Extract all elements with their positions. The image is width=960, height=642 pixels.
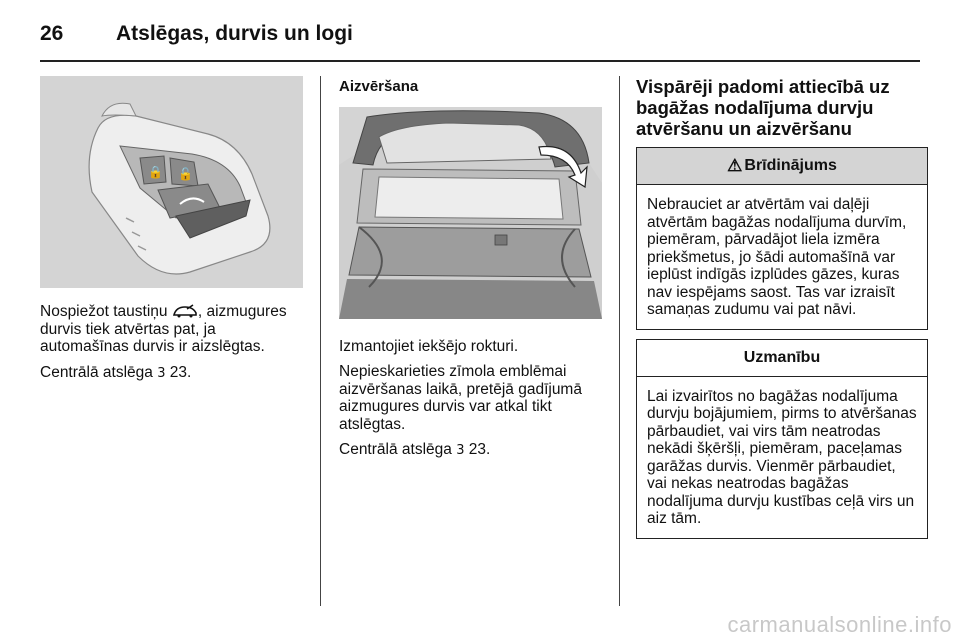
middle-ref-page[interactable]: 23. <box>468 441 491 458</box>
left-column <box>40 76 305 390</box>
warning-header <box>637 148 927 185</box>
warning-text: Nebrauciet ar atvērtām vai daļēji atvērtām bagāžas nodalījuma durvīm, piemēram, pārvadājot liela izmēra priekšmetus, jo šādi automašīnā var ieplūst indīgās izplūdes gāzes, kuras nav iespējams saost. Tas var izraisīt samaņas zudumu vai pat nāvi. <box>647 196 907 318</box>
column-divider-1 <box>320 76 321 606</box>
left-paragraph-1-post: , aizmugures durvis tiek atvērtas pat, ja automašīnas durvis ir aizslēgtas. <box>40 303 287 355</box>
column-divider-2 <box>619 76 620 606</box>
caution-box <box>636 339 928 539</box>
caution-title: Uzmanību <box>743 348 821 366</box>
closing-heading: Aizvēršana <box>339 78 419 95</box>
middle-paragraph-1: Izmantojiet iekšējo rokturi. <box>339 337 519 355</box>
page-header <box>40 14 920 54</box>
left-paragraph-1-pre: Nospiežot taustiņu <box>40 303 168 320</box>
ref-arrow-icon: 3 <box>157 365 166 381</box>
open-tailgate-illustration <box>339 107 602 319</box>
svg-text:🔓: 🔓 <box>178 167 193 181</box>
watermark: carmanualsonline.info <box>727 612 952 637</box>
caution-header <box>637 340 927 377</box>
warning-triangle-icon: ⚠ <box>727 156 743 176</box>
car-key-illustration <box>40 76 303 288</box>
left-reference <box>40 364 305 383</box>
warning-title: Brīdinājums <box>744 157 837 175</box>
warning-box <box>636 147 928 330</box>
tailgate-tips-heading: Vispārēji padomi attiecībā uz bagāžas nodalījuma durvju atvēršanu un aizvēršanu <box>636 76 890 139</box>
tailgate-icon <box>172 304 198 318</box>
right-column <box>636 76 928 539</box>
caution-text: Lai izvairītos no bagāžas nodalījuma durvju bojājumiem, pirms to atvēršanas pārbaudiet, vai virs tām neatrodas nekādi šķēršļi, piemēram, paceļamas garāžas durvis. Vienmēr pārbaudiet, vai nekas neatrodas bagāžas nodalījuma durvju kustības ceļā virs un aiz tām. <box>647 387 917 527</box>
open-tailgate-illustration-icon <box>339 107 602 319</box>
middle-paragraph-2: Nepieskarieties zīmola emblēmai aizvēršanas laikā, pretējā gadījumā aizmugures durvis var atkal tikt atslēgtas. <box>339 363 582 433</box>
middle-column <box>339 76 604 468</box>
header-rule <box>40 60 920 62</box>
ref-arrow-icon: 3 <box>456 443 465 458</box>
left-paragraph-1 <box>40 303 305 356</box>
middle-reference <box>339 441 604 460</box>
svg-text:🔒: 🔒 <box>148 165 163 179</box>
middle-ref-text: Centrālā atslēga <box>339 441 452 458</box>
page-title: Atslēgas, durvis un logi <box>116 22 353 45</box>
car-key-illustration-icon <box>40 76 303 288</box>
left-ref-page[interactable]: 23. <box>169 363 192 381</box>
left-ref-text: Centrālā atslēga <box>40 363 153 381</box>
page-number: 26 <box>40 22 64 45</box>
